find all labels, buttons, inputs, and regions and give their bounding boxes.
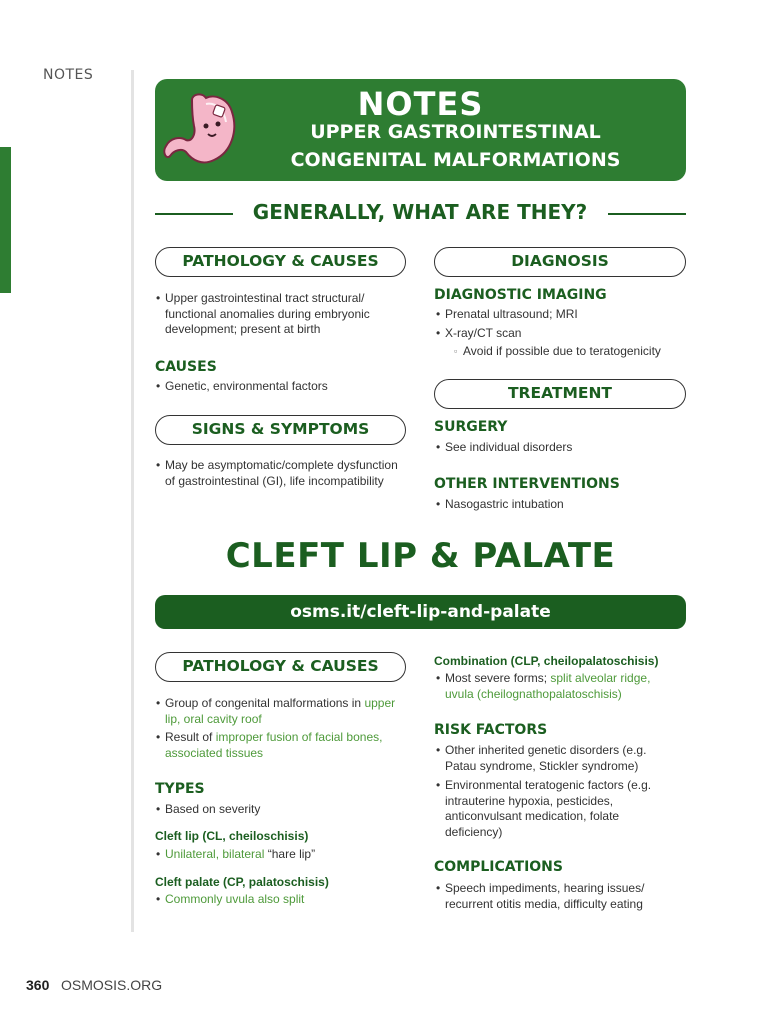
cleft-palate-heading: Cleft palate (CP, palatoschisis) [155,875,329,889]
side-notes-label: NOTES [43,67,94,83]
surgery-heading: SURGERY [434,419,508,435]
diagnosis-pill: DIAGNOSIS [434,247,686,277]
page-number: 360 [26,977,50,993]
cleft-pathology-item-2: • Result of improper fusion of facial bones, associated tissues [165,730,405,761]
banner-title: NOTES [357,85,484,123]
stomach-mascot-icon [162,90,244,172]
signs-text: • May be asymptomatic/complete dysfunction of gastrointestinal (GI), life incompatibility [165,458,400,489]
cleft-palate-text: • Commonly uvula also split [165,892,405,908]
combination-text: • Most severe forms; split alveolar ridge, uvula (cheilognathopalatoschisis) [445,671,675,702]
margin-divider [131,70,134,932]
cleft-pathology-pill: PATHOLOGY & CAUSES [155,652,406,682]
banner-subtitle-line1: UPPER GASTROINTESTINAL [310,121,601,143]
banner-subtitle-line2: CONGENITAL MALFORMATIONS [290,149,621,171]
heading-rule-left [155,213,233,215]
complications-heading: COMPLICATIONS [434,859,563,875]
heading-rule-right [608,213,686,215]
risk-factor-1: • Other inherited genetic disorders (e.g. Patau syndrome, Stickler syndrome) [445,743,675,774]
types-heading: TYPES [155,781,205,797]
imaging-item-2: • X-ray/CT scan [445,326,685,342]
surgery-text: • See individual disorders [445,440,685,456]
general-heading: GENERALLY, WHAT ARE THEY? [252,200,588,224]
types-text: • Based on severity [165,802,405,818]
treatment-pill: TREATMENT [434,379,686,409]
imaging-item-2-sub: ▫ Avoid if possible due to teratogenicity [463,344,685,360]
causes-text: • Genetic, environmental factors [165,379,400,395]
other-interventions-text: • Nasogastric intubation [445,497,685,513]
imaging-item-1: • Prenatal ultrasound; MRI [445,307,685,323]
imaging-heading: DIAGNOSTIC IMAGING [434,287,607,303]
causes-heading: CAUSES [155,359,217,375]
risk-factor-2: • Environmental teratogenic factors (e.g. intrauterine hypoxia, pesticides, anticonvulsant medication, folate deficiency) [445,778,665,840]
cleft-link[interactable]: osms.it/cleft-lip-and-palate [155,595,686,629]
side-tab-marker [0,147,11,293]
cleft-pathology-item-1: • Group of congenital malformations in upper lip, oral cavity roof [165,696,405,727]
cleft-lip-text: • Unilateral, bilateral “hare lip” [165,847,405,863]
footer-site: OSMOSIS.ORG [61,977,163,993]
cleft-title: CLEFT LIP & PALATE [225,536,616,576]
combination-heading: Combination (CLP, cheilopalatoschisis) [434,654,659,668]
other-interventions-heading: OTHER INTERVENTIONS [434,476,620,492]
pathology-text: • Upper gastrointestinal tract structural/ functional anomalies during embryonic development; present at birth [165,291,400,338]
risk-factors-heading: RISK FACTORS [434,722,548,738]
cleft-lip-heading: Cleft lip (CL, cheiloschisis) [155,829,309,843]
signs-symptoms-pill: SIGNS & SYMPTOMS [155,415,406,445]
complications-text: • Speech impediments, hearing issues/ recurrent otitis media, difficulty eating [445,881,675,912]
pathology-causes-pill: PATHOLOGY & CAUSES [155,247,406,277]
